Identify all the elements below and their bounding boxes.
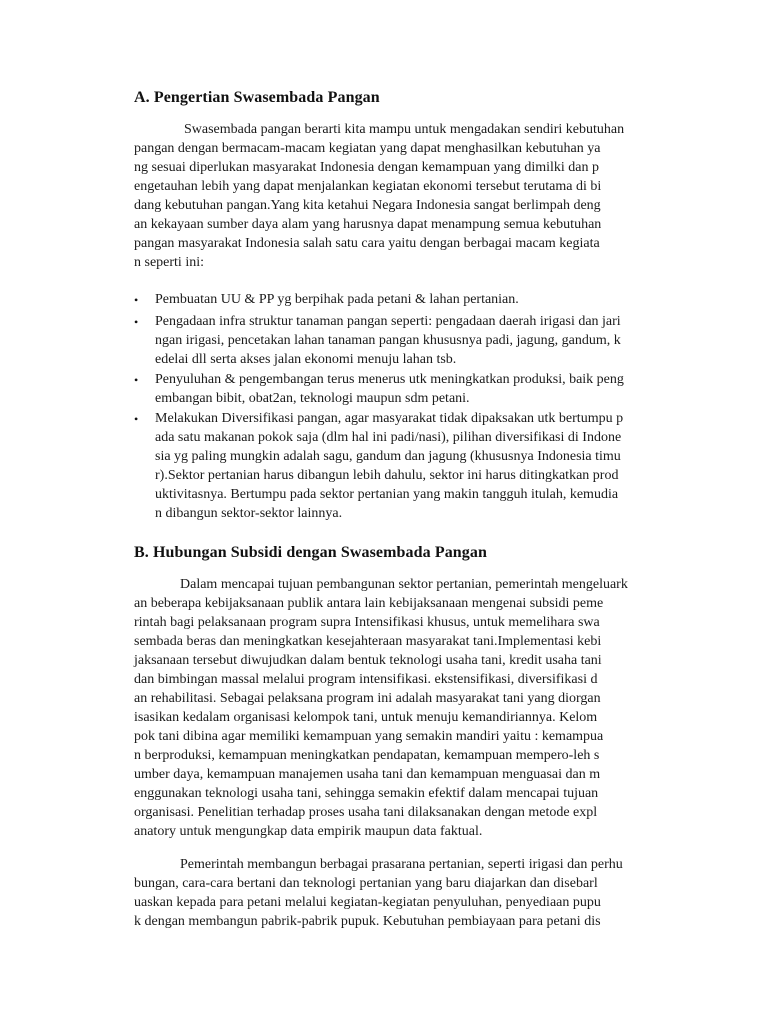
section-b-paragraph-line: organisasi. Penelitian terhadap proses usaha tani dilaksanakan dengan metode expl [134, 805, 598, 820]
section-b-paragraph-line: an beberapa kebijaksanaan publik antara lain kebijaksanaan mengenai subsidi peme [134, 596, 604, 611]
section-a-paragraph-line: dang kebutuhan pangan.Yang kita ketahui Negara Indonesia sangat berlimpah deng [134, 198, 601, 213]
section-b-paragraph-line: pok tani dibina agar memiliki kemampuan yang semakin mandiri yaitu : kemampua [134, 729, 604, 744]
section-b-paragraph-line: Pemerintah membangun berbagai prasarana pertanian, seperti irigasi dan perhu [180, 857, 623, 872]
section-a-heading: A. Pengertian Swasembada Pangan [134, 89, 380, 106]
section-a-paragraph-line: engetauhan lebih yang dapat menjalankan kegiatan ekonomi tersebut terutama di bi [134, 179, 602, 194]
section-b-paragraph-line: n berproduksi, kemampuan meningkatkan pendapatan, kemampuan mempero-leh s [134, 748, 600, 763]
section-b-paragraph-line: umber daya, kemampuan manajemen usaha tani dan kemampuan menguasai dan m [134, 767, 601, 782]
bullet-item-line: Penyuluhan & pengembangan terus menerus utk meningkatkan produksi, baik peng [155, 372, 624, 387]
bullet-dot: • [134, 373, 139, 387]
section-b-heading: B. Hubungan Subsidi dengan Swasembada Pangan [134, 544, 487, 561]
bullet-item-line: Pengadaan infra struktur tanaman pangan seperti: pengadaan daerah irigasi dan jari [155, 314, 621, 329]
bullet-item-line: edelai dll serta akses jalan ekonomi menuju lahan tsb. [155, 352, 457, 367]
section-b-paragraph-line: uaskan kepada para petani melalui kegiatan-kegiatan penyuluhan, penyediaan pupu [134, 895, 601, 910]
section-a-paragraph-line: n seperti ini: [134, 255, 204, 270]
section-b-paragraph-line: sembada beras dan meningkatkan kesejahteraan masyarakat tani.Implementasi kebi [134, 634, 602, 649]
section-a-paragraph-line: pangan masyarakat Indonesia salah satu cara yaitu dengan berbagai macam kegiata [134, 236, 600, 251]
section-b-paragraph-line: bungan, cara-cara bertani dan teknologi pertanian yang baru diajarkan dan disebarl [134, 876, 598, 891]
section-b-paragraph-line: rintah bagi pelaksanaan program supra Intensifikasi khusus, untuk memelihara swa [134, 615, 600, 630]
section-b-paragraph-line: k dengan membangun pabrik-pabrik pupuk. Kebutuhan pembiayaan para petani dis [134, 914, 601, 929]
section-b-paragraph-line: enggunakan teknologi usaha tani, sehingga semakin efektif dalam mencapai tujuan [134, 786, 599, 801]
section-a-paragraph-line: an kekayaan sumber daya alam yang harusnya dapat menampung semua kebutuhan [134, 217, 602, 232]
section-b-paragraph-line: anatory untuk mengungkap data empirik maupun data faktual. [134, 824, 483, 839]
bullet-item-line: n dibangun sektor-sektor lainnya. [155, 506, 343, 521]
section-b-paragraph-line: Dalam mencapai tujuan pembangunan sektor pertanian, pemerintah mengeluark [180, 577, 628, 592]
section-b-paragraph-line: an rehabilitasi. Sebagai pelaksana program ini adalah masyarakat tani yang diorgan [134, 691, 601, 706]
bullet-dot: • [134, 315, 139, 329]
bullet-item-line: uktivitasnya. Bertumpu pada sektor pertanian yang makin tangguh itulah, kemudia [155, 487, 619, 502]
section-b-paragraph-line: jaksanaan tersebut diwujudkan dalam bentuk teknologi usaha tani, kredit usaha tani [134, 653, 602, 668]
section-b-paragraph-line: isasikan kedalam organisasi kelompok tani, untuk menuju kemandiriannya. Kelom [134, 710, 598, 725]
bullet-item-line: ada satu makanan pokok saja (dlm hal ini padi/nasi), pilihan diversifikasi di Indone [155, 430, 622, 445]
bullet-item-line: embangan bibit, obat2an, teknologi maupun sdm petani. [155, 391, 470, 406]
section-a-paragraph-line: ng sesuai diperlukan masyarakat Indonesia dengan kemampuan yang dimilki dan p [134, 160, 599, 175]
bullet-item-line: sia yg paling mungkin adalah sagu, gandum dan jagung (khususnya Indonesia timu [155, 449, 621, 464]
bullet-item-line: r).Sektor pertanian harus dibangun lebih dahulu, sektor ini harus ditingkatkan prod [155, 468, 619, 483]
section-b-paragraph-line: dan bimbingan massal melalui program intensifikasi. ekstensifikasi, diversifikasi d [134, 672, 598, 687]
bullet-item-line: Pembuatan UU & PP yg berpihak pada petani & lahan pertanian. [155, 292, 519, 307]
section-a-paragraph-line: pangan dengan bermacam-macam kegiatan yang dapat menghasilkan kebutuhan ya [134, 141, 601, 156]
bullet-item-line: Melakukan Diversifikasi pangan, agar masyarakat tidak dipaksakan utk bertumpu p [155, 411, 624, 426]
section-a-paragraph-line: Swasembada pangan berarti kita mampu untuk mengadakan sendiri kebutuhan [184, 122, 625, 137]
bullet-dot: • [134, 412, 139, 426]
bullet-item-line: ngan irigasi, pencetakan lahan tanaman pangan khususnya padi, jagung, gandum, k [155, 333, 621, 348]
bullet-dot: • [134, 293, 139, 307]
